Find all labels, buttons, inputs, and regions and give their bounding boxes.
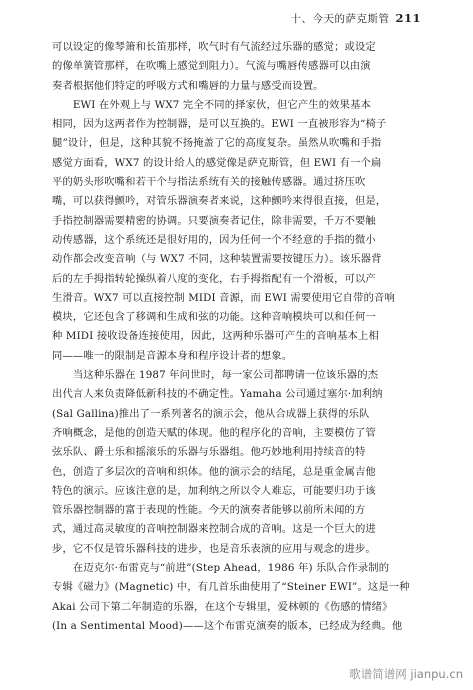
text-line: 当这种乐器在 1987 年问世时，每一家公司都聘请一位该乐器的杰 — [52, 369, 379, 382]
text-line: 管乐器控制器的富于表现的性能。今天的演奏者能够以前所未闻的方 — [52, 504, 366, 517]
text-line: 特色的演示。应该注意的是，加利纳之所以令人难忘，可能要归功于该 — [52, 484, 376, 497]
text-line: 色，创造了多层次的音响和织体。他的演示会的结尾，总是重金属吉他 — [52, 465, 376, 478]
text-line: 出代言人来负责降低新科技的不确定性。Yamaha 公司通过塞尔·加利纳 — [52, 388, 383, 401]
page-number: 211 — [395, 11, 421, 25]
text-line: 种 MIDI 接收设备连接使用，因此，这两种乐器可产生的音响基本上相 — [52, 330, 379, 343]
text-line: 式，通过高灵敏度的音响控制器来控制合成的音响。这是一个巨大的进 — [52, 523, 376, 536]
site-watermark: 歌谱简谱网 jianpu.cn — [349, 667, 463, 681]
text-line: 嘴，可以获得颤吟，对管乐器演奏者来说，这种颤吟来得很直接，但是， — [52, 195, 387, 208]
text-line: Akai 公司下第二年制造的乐器，在这个专辑里，爱林顿的《伤感的情绪》 — [52, 600, 393, 613]
text-line: 生滑音。WX7 可以直接控制 MIDI 音源，而 EWI 需要使用它自带的音响 — [52, 291, 395, 304]
chapter-title: 十、今天的萨克斯管 — [290, 13, 390, 25]
text-line: (Sal Gallina)推出了一系列著名的演示会，他从合成器上获得的乐队 — [52, 407, 370, 420]
text-line: 后的左手拇指转轮操纵着八度的变化，右手拇指配有一个滑板，可以产 — [52, 272, 376, 285]
text-line: 模块，它还包含了移调和生成和弦的功能。这种音响模块可以和任何一 — [52, 311, 376, 324]
text-line: 齐响概念，是他的创造天赋的体现。他的程序化的音响，主要模仿了管 — [52, 426, 376, 439]
text-line: 同——唯一的限制是音源本身和程序设计者的想象。 — [52, 349, 293, 362]
text-line: EWI 在外观上与 WX7 完全不同的择家伙，但它产生的效果基本 — [52, 98, 371, 111]
text-line: 平的奶头形吹嘴和若干个与指法系统有关的接触传感器。通过挤压吹 — [52, 176, 366, 189]
text-line: 动传感器，这个系统还是很好用的，因为任何一个不经意的手指的微小 — [52, 233, 376, 246]
text-line: 腿”设计，但是，这种其貌不扬掩盖了它的高度复杂。虽然从吹嘴和手指 — [52, 137, 382, 150]
text-line: 弦乐队、爵士乐和摇滚乐的乐器与乐器组。他巧妙地利用持续音的特 — [52, 446, 366, 459]
text-line: 可以设定的像琴箫和长笛那样，吹气时有气流经过乐器的感觉；或设定 — [52, 41, 376, 53]
text-line: (In a Sentimental Mood)——这个布雷克演奏的版本，已经成为经典。他 — [52, 619, 403, 632]
body-text — [52, 38, 432, 636]
text-line: 步，它不仅是管乐器科技的进步，也是音乐表演的应用与观念的进步。 — [52, 542, 376, 555]
text-line: 相同，因为这两者作为控制器，是可以互换的。EWI 一直被形容为“椅子 — [52, 118, 387, 131]
text-line: 手指控制器需要精密的协调。只要演奏者记住，除非需要，千万不要触 — [52, 214, 376, 227]
text-line: 的像单簧管那样，在吹嘴上感觉到阻力）。气流与嘴唇传感器可以由演 — [52, 60, 371, 73]
text-line: 专辑《磁力》(Magnetic) 中，有几首乐曲使用了“Steiner EWI”。这是一种 — [52, 581, 410, 594]
text-line: 感觉方面看，WX7 的设计给人的感觉像是萨克斯管，但 EWI 有一个扁 — [52, 156, 382, 169]
running-header — [290, 11, 421, 26]
text-line: 奏者根据他们特定的呼吸方式和嘴唇的力量与感受而设置。 — [52, 79, 324, 92]
text-line: 动作都会改变音响（与 WX7 不同，这种装置需要按键压力）。该乐器背 — [52, 253, 382, 266]
text-line: 在迈克尔·布雷克与“前进”(Step Ahead，1986 年) 乐队合作录制的 — [52, 562, 390, 575]
